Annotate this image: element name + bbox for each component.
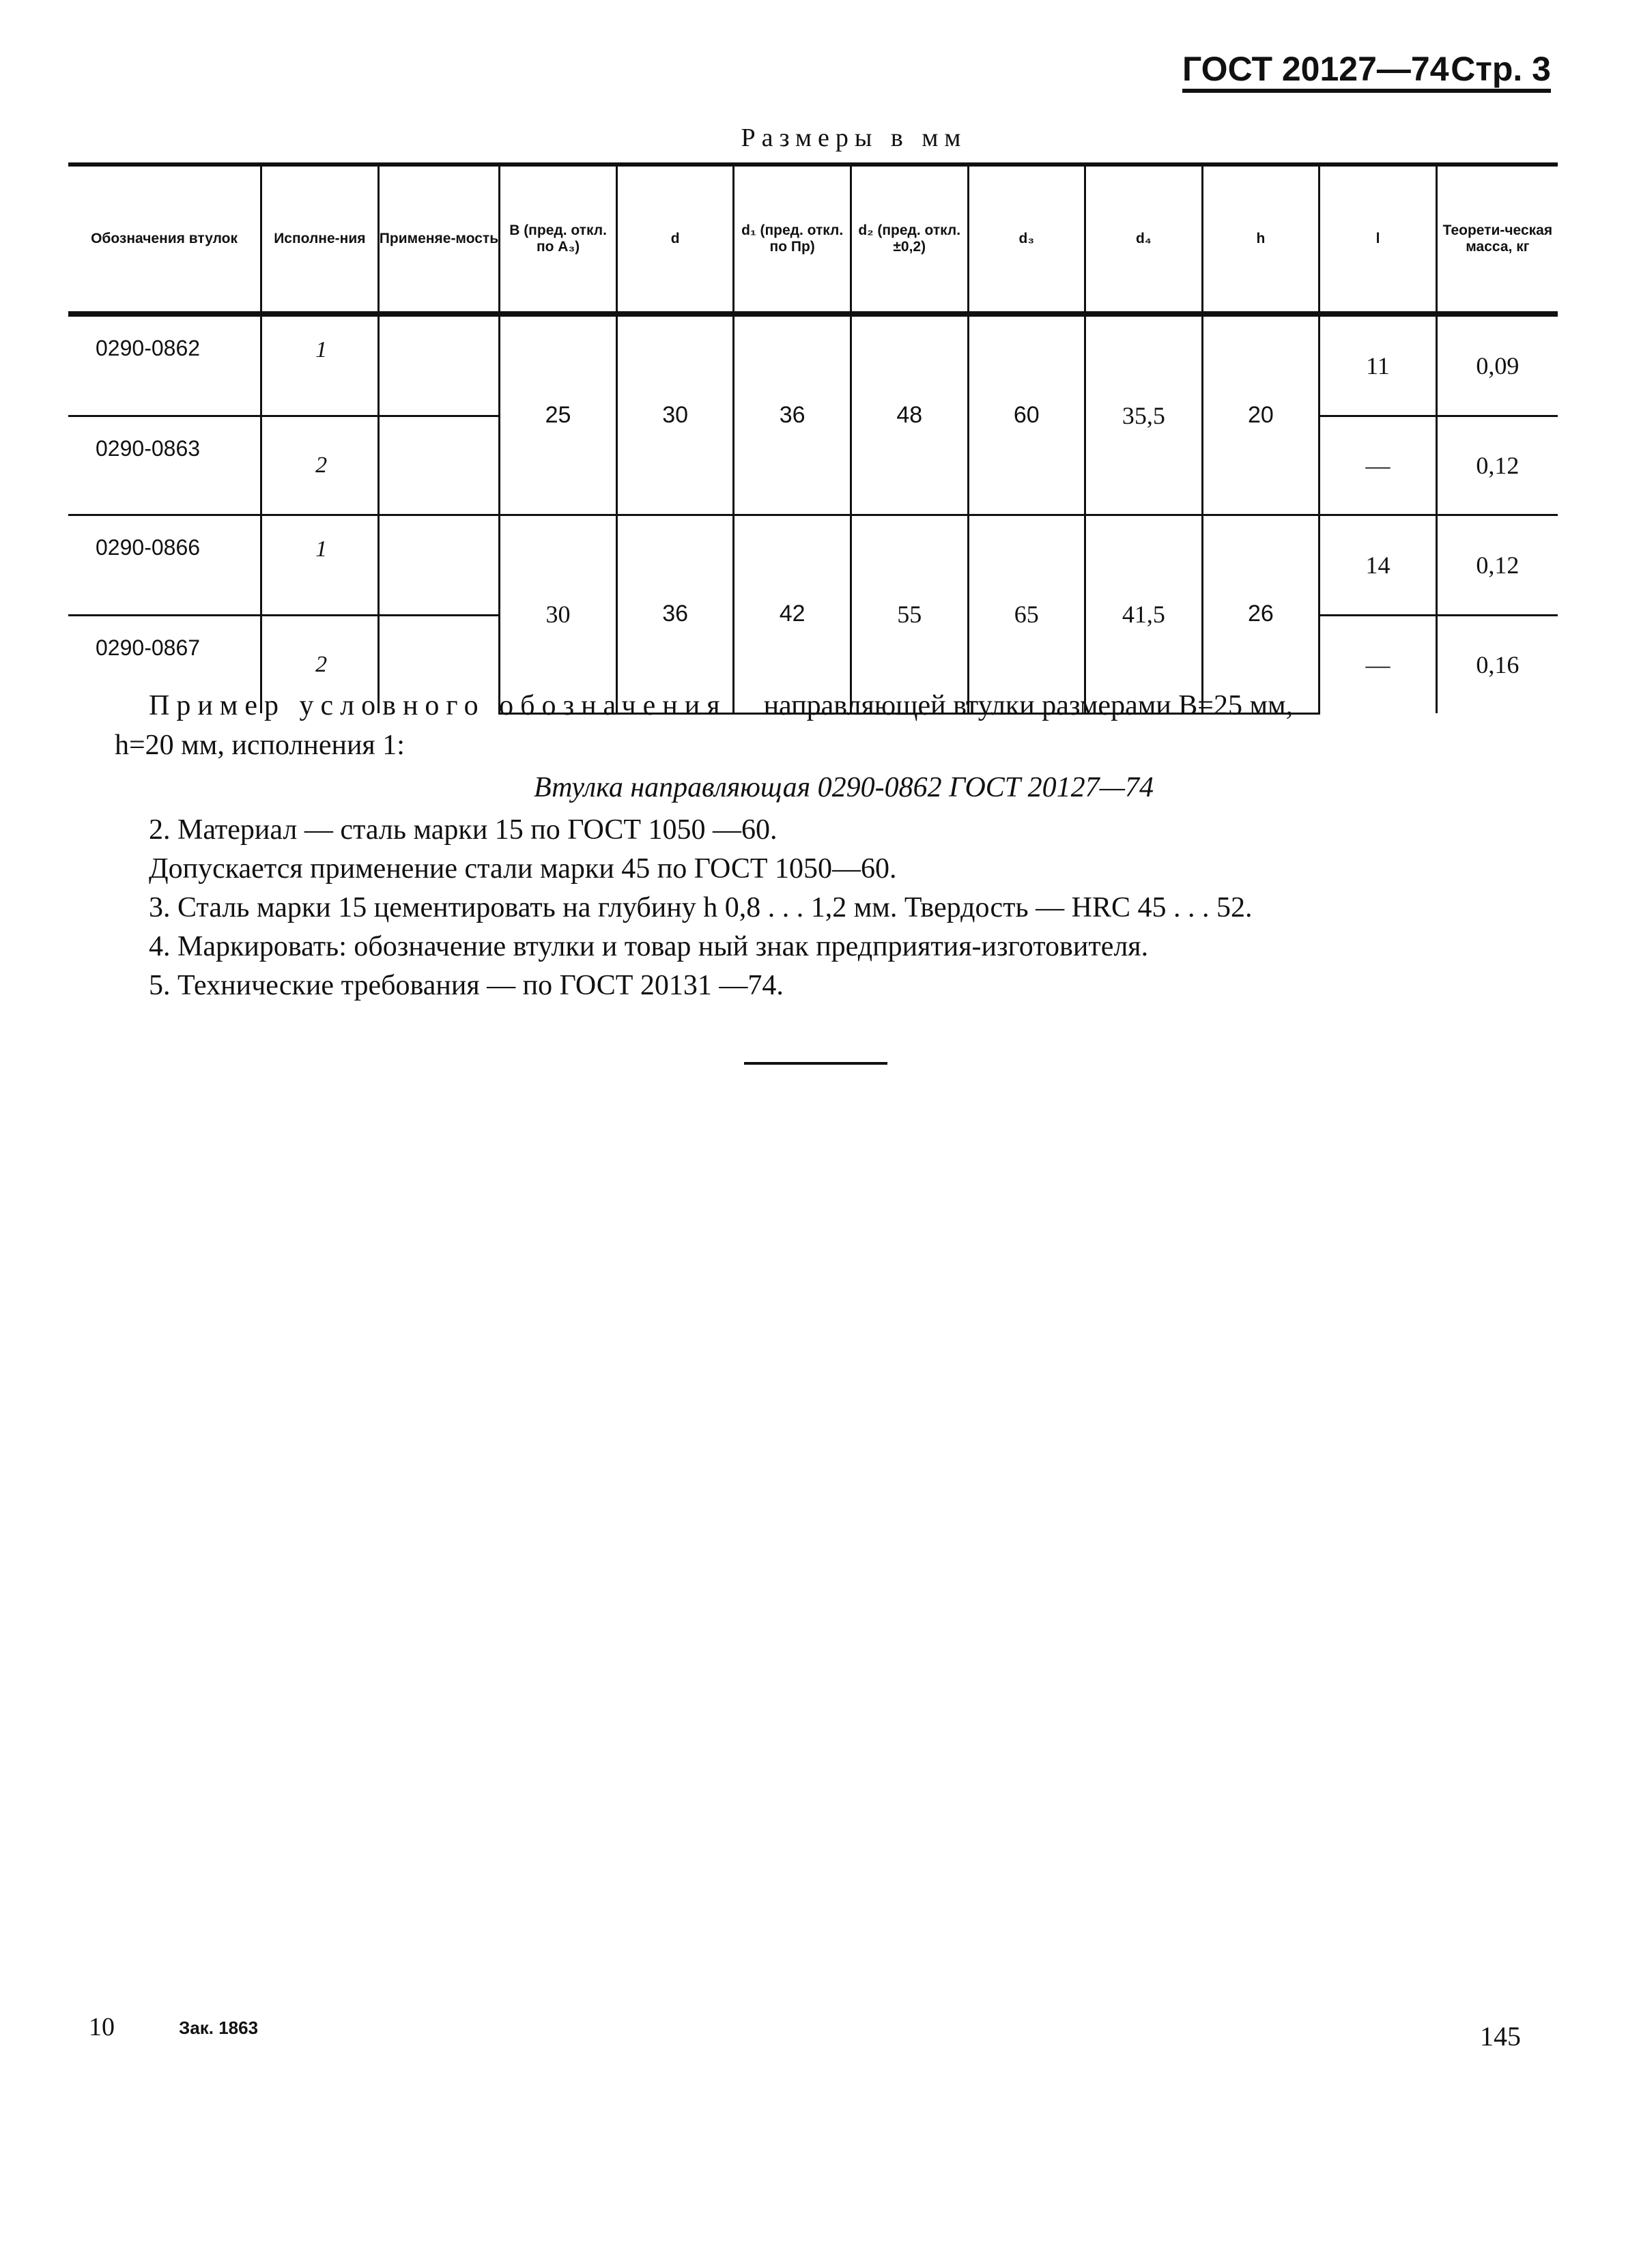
bushing-code: 0290-0862 <box>68 314 261 416</box>
example-paragraph-line-2: h=20 мм, исполнения 1: <box>115 730 405 761</box>
dim-h: 26 <box>1202 515 1320 714</box>
table-row <box>68 515 1558 616</box>
dim-B: 30 <box>500 515 617 714</box>
dim-l: 14 <box>1320 515 1437 616</box>
applicability <box>378 314 500 416</box>
footer-order: Зак. 1863 <box>179 2018 259 2038</box>
dim-d3: 65 <box>968 515 1085 714</box>
example-designation: Втулка направляющая 0290-0862 ГОСТ 20127—74 <box>533 772 1154 803</box>
column-header: Теорети-ческая масса, кг <box>1436 164 1558 314</box>
column-header: d₁ (пред. откл. по Пр) <box>734 164 851 314</box>
column-header: B (пред. откл. по A₃) <box>500 164 617 314</box>
dim-d: 36 <box>616 515 734 714</box>
execution: 1 <box>261 314 379 416</box>
requirement-technical: 5. Технические требования — по ГОСТ 20131 —74. <box>149 970 784 1001</box>
standard-number: ГОСТ 20127—74 <box>1182 50 1449 88</box>
bushing-code: 0290-0866 <box>68 515 261 616</box>
example-paragraph-line-1 <box>149 687 1551 725</box>
requirement-material-alt: Допускается применение стали марки 45 по ГОСТ 1050—60. <box>149 853 897 885</box>
footer-left-number: 10 <box>89 2013 115 2041</box>
dim-d2: 55 <box>851 515 968 714</box>
applicability <box>378 416 500 515</box>
example-lead: Пример условного обозначения <box>149 690 727 721</box>
column-header: h <box>1202 164 1320 314</box>
dim-d4: 41,5 <box>1085 515 1203 714</box>
table-header-row <box>68 164 1558 314</box>
execution: 2 <box>261 416 379 515</box>
dim-d2: 48 <box>851 314 968 515</box>
table-caption: Размеры в мм <box>741 124 967 152</box>
dim-l: — <box>1320 616 1437 714</box>
footer-page-number: 145 <box>1480 2021 1521 2052</box>
mass: 0,12 <box>1436 515 1558 616</box>
bushing-code: 0290-0863 <box>68 416 261 515</box>
dim-B: 25 <box>500 314 617 515</box>
execution: 2 <box>261 616 379 714</box>
dim-d: 30 <box>616 314 734 515</box>
column-header: Исполне-ния <box>261 164 379 314</box>
mass: 0,09 <box>1436 314 1558 416</box>
mass: 0,16 <box>1436 616 1558 714</box>
header-page-number: Стр. 3 <box>1451 50 1551 88</box>
column-header: d <box>616 164 734 314</box>
end-rule <box>744 1062 887 1065</box>
column-header: d₄ <box>1085 164 1203 314</box>
dim-d4: 35,5 <box>1085 314 1203 515</box>
column-header: d₂ (пред. откл. ±0,2) <box>851 164 968 314</box>
column-header: Применяе-мость <box>378 164 500 314</box>
requirement-marking: 4. Маркировать: обозначение втулки и товар ный знак предприятия-изготовителя. <box>149 931 1149 962</box>
requirement-material: 2. Материал — сталь марки 15 по ГОСТ 1050 —60. <box>149 814 778 846</box>
column-header: d₃ <box>968 164 1085 314</box>
execution: 1 <box>261 515 379 616</box>
mass: 0,12 <box>1436 416 1558 515</box>
dim-d3: 60 <box>968 314 1085 515</box>
bushing-code: 0290-0867 <box>96 635 201 660</box>
column-header: Обозначения втулок <box>68 164 261 314</box>
dim-l: — <box>1320 416 1437 515</box>
dimensions-table <box>68 162 1558 715</box>
requirement-hardening: 3. Сталь марки 15 цементировать на глубину h 0,8 . . . 1,2 мм. Твердость — HRC 45 . . . 52. <box>149 892 1253 923</box>
column-header: l <box>1320 164 1437 314</box>
dim-l: 11 <box>1320 314 1437 416</box>
applicability <box>378 515 500 616</box>
running-header <box>1182 49 1551 93</box>
dim-h: 20 <box>1202 314 1320 515</box>
dim-d1: 42 <box>734 515 851 714</box>
example-line1-rest: направляющей втулки размерами B=25 мм, <box>763 690 1294 721</box>
dim-d1: 36 <box>734 314 851 515</box>
table-row <box>68 314 1558 416</box>
